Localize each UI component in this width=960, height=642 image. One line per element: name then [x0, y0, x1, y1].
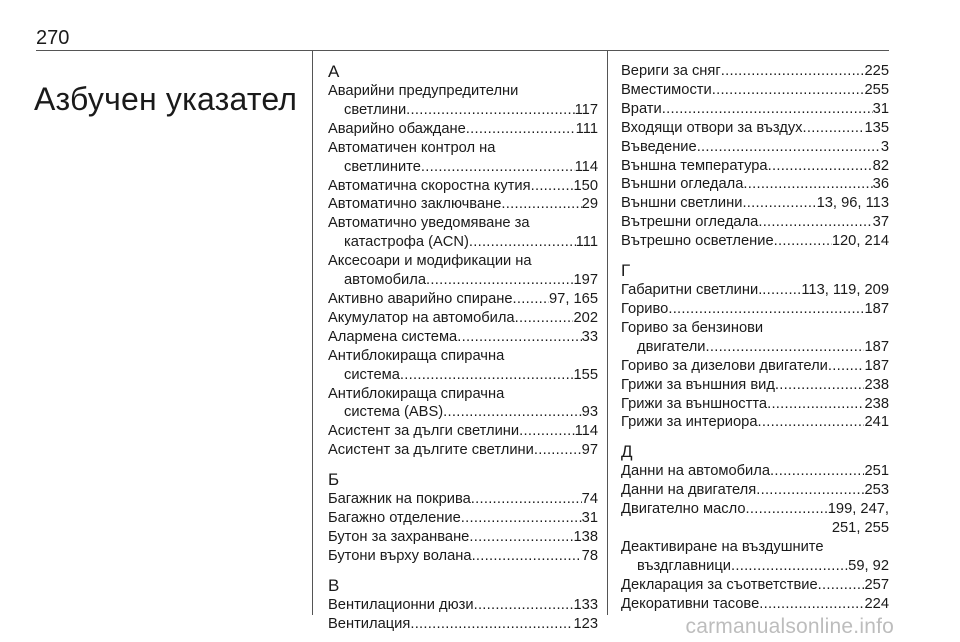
- entry-line: [621, 357, 889, 376]
- entry-line: [621, 595, 889, 614]
- section-letter: Г: [621, 261, 631, 281]
- page-reference[interactable]: 197: [573, 272, 598, 289]
- leader-dots: [721, 62, 865, 81]
- entry-line: [621, 62, 889, 81]
- leader-dots: [758, 413, 865, 432]
- entry-term: Асистент за дълги светлини: [328, 423, 520, 440]
- entry-line: Деактивиране на въздушните: [621, 538, 824, 555]
- page-reference[interactable]: 199, 247,: [827, 501, 889, 518]
- leader-dots: [770, 462, 865, 481]
- leader-dots: [712, 81, 865, 100]
- leader-dots: [443, 403, 582, 422]
- page-reference[interactable]: 251, 255: [831, 520, 889, 537]
- entry-term: Вътрешни огледала: [621, 214, 759, 231]
- entry-term: светлини: [344, 101, 407, 118]
- page-reference[interactable]: 13, 96, 113: [816, 195, 889, 212]
- leader-dots: [768, 157, 873, 176]
- leader-dots: [774, 232, 832, 251]
- entry-term: Гориво: [621, 300, 669, 317]
- entry-line: [328, 195, 598, 214]
- page-reference[interactable]: 31: [581, 510, 598, 527]
- index-entry[interactable]: [621, 81, 889, 100]
- page-reference[interactable]: 155: [573, 366, 598, 383]
- entry-line: [328, 490, 598, 509]
- page-reference[interactable]: 74: [581, 491, 598, 508]
- index-column-1: [328, 62, 598, 634]
- entry-line: Антиблокираща спирачна: [328, 347, 505, 364]
- leader-dots: [469, 528, 573, 547]
- entry-term: катастрофа (ACN): [344, 234, 469, 251]
- entry-line: [328, 528, 598, 547]
- index-entry[interactable]: [621, 281, 889, 300]
- leader-dots: [426, 271, 573, 290]
- index-entry[interactable]: [621, 100, 889, 119]
- entry-line: [621, 281, 889, 300]
- index-entry[interactable]: [621, 62, 889, 81]
- entry-line: [328, 290, 598, 309]
- entry-line: [621, 500, 889, 519]
- leader-dots: [746, 500, 828, 519]
- entry-term: Данни на автомобила: [621, 463, 770, 480]
- page-reference[interactable]: 82: [872, 157, 889, 174]
- entry-term: Автоматична скоростна кутия: [328, 177, 531, 194]
- column-divider: [607, 51, 608, 615]
- entry-term: светлините: [344, 158, 421, 175]
- entry-term: Двигателно масло: [621, 501, 746, 518]
- entry-line: [621, 81, 889, 100]
- leader-dots: [742, 194, 816, 213]
- entry-line: [328, 328, 598, 347]
- index-entry[interactable]: [621, 413, 889, 432]
- entry-line: [328, 271, 598, 290]
- entry-line: [621, 413, 889, 432]
- index-entry[interactable]: [621, 500, 889, 538]
- section-letter: В: [328, 575, 340, 595]
- entry-line: [328, 177, 598, 196]
- leader-dots: [410, 615, 573, 634]
- leader-dots: [471, 490, 582, 509]
- entry-line: [621, 576, 889, 595]
- leader-dots: [697, 138, 881, 157]
- index-entry[interactable]: [328, 195, 598, 214]
- leader-dots: [457, 328, 581, 347]
- leader-dots: [767, 395, 864, 414]
- entry-term: Бутон за захранване: [328, 528, 470, 545]
- entry-term: Вентилационни дюзи: [328, 596, 474, 613]
- leader-dots: [400, 366, 574, 385]
- entry-term: Вериги за сняг: [621, 63, 721, 79]
- section-letter: Д: [621, 442, 633, 462]
- page-reference[interactable]: 138: [573, 528, 598, 545]
- leader-dots: [501, 195, 581, 214]
- leader-dots: [469, 233, 576, 252]
- entry-line: [328, 158, 598, 177]
- index-entry[interactable]: [328, 385, 598, 423]
- entry-term: Грижи за интериора: [621, 414, 758, 431]
- leader-dots: [466, 120, 576, 139]
- entry-line: [328, 441, 598, 460]
- entry-line: [621, 395, 889, 414]
- entry-line: [328, 366, 598, 385]
- index-entry[interactable]: [328, 615, 598, 634]
- entry-line: [328, 309, 598, 328]
- entry-term: Външна температура: [621, 157, 768, 174]
- watermark: carmanualsonline.info: [685, 615, 894, 638]
- index-entry[interactable]: [621, 357, 889, 376]
- index-entry[interactable]: [328, 139, 598, 177]
- leader-dots: [705, 338, 864, 357]
- entry-line: [328, 547, 598, 566]
- page-reference[interactable]: 117: [574, 101, 598, 118]
- entry-line: [621, 138, 889, 157]
- index-entry[interactable]: [328, 422, 598, 441]
- entry-term: система: [344, 366, 400, 383]
- entry-term: Бутони върху волана: [328, 547, 472, 564]
- page-reference[interactable]: 37: [872, 214, 889, 231]
- entry-line: [328, 403, 598, 422]
- entry-term: двигатели: [637, 338, 706, 355]
- page-reference[interactable]: 133: [573, 596, 598, 613]
- entry-term: Аварийно обаждане: [328, 120, 466, 137]
- entry-term: Багажник на покрива: [328, 491, 471, 508]
- page-reference[interactable]: 36: [872, 176, 889, 193]
- page-reference[interactable]: 251: [864, 463, 889, 480]
- entry-term: Грижи за външността: [621, 395, 768, 412]
- index-entry[interactable]: [328, 509, 598, 528]
- index-title: Азбучен указател: [34, 81, 298, 118]
- index-entry[interactable]: [328, 547, 598, 566]
- page-reference[interactable]: 114: [574, 158, 598, 175]
- index-entry[interactable]: [328, 596, 598, 615]
- entry-term: Входящи отвори за въздух: [621, 119, 803, 136]
- index-entry[interactable]: [328, 309, 598, 328]
- entry-line: Аксесоари и модификации на: [328, 253, 532, 270]
- entry-line: [328, 422, 598, 441]
- section-letter: Б: [328, 470, 340, 490]
- entry-line: [621, 119, 889, 138]
- page-reference[interactable]: 111: [575, 120, 598, 137]
- entry-line: [328, 509, 598, 528]
- entry-line: [621, 300, 889, 319]
- index-entry[interactable]: [621, 395, 889, 414]
- page-reference[interactable]: 253: [864, 482, 889, 499]
- leader-dots: [668, 300, 864, 319]
- leader-dots: [474, 596, 574, 615]
- index-entry[interactable]: [621, 462, 889, 481]
- page-reference[interactable]: 241: [864, 414, 889, 431]
- index-entry[interactable]: [621, 175, 889, 194]
- page-reference[interactable]: 150: [573, 177, 598, 194]
- index-entry[interactable]: [621, 213, 889, 232]
- entry-term: Вътрешно осветление: [621, 233, 774, 250]
- header-rule: [36, 50, 889, 51]
- leader-dots: [803, 119, 865, 138]
- page-reference[interactable]: 59, 92: [848, 557, 889, 574]
- page-reference[interactable]: 113, 119, 209: [801, 282, 889, 299]
- leader-dots: [461, 509, 582, 528]
- index-entry[interactable]: [328, 214, 598, 252]
- leader-dots: [406, 101, 574, 120]
- index-entry[interactable]: [328, 177, 598, 196]
- index-entry[interactable]: [621, 319, 889, 357]
- leader-dots: [759, 595, 864, 614]
- entry-line: Антиблокираща спирачна: [328, 385, 505, 402]
- entry-term: Активно аварийно спиране: [328, 290, 513, 307]
- entry-line: Аварийни предупредителни: [328, 83, 519, 99]
- page-reference[interactable]: 97: [581, 442, 598, 459]
- entry-term: Грижи за външния вид: [621, 376, 775, 393]
- entry-term: Вентилация: [328, 615, 411, 632]
- page-number: 270: [36, 27, 70, 49]
- entry-term: Автоматично заключване: [328, 196, 502, 213]
- leader-dots: [472, 547, 582, 566]
- entry-term: Асистент за дългите светлини: [328, 442, 534, 459]
- page-reference[interactable]: 238: [864, 376, 889, 393]
- page-reference[interactable]: 120, 214: [831, 233, 889, 250]
- entry-line: [621, 557, 889, 576]
- index-column-2: [621, 62, 889, 614]
- page-reference[interactable]: 257: [864, 576, 889, 593]
- entry-line: [328, 233, 598, 252]
- entry-line: [621, 338, 889, 357]
- page-reference[interactable]: 187: [864, 357, 889, 374]
- entry-term: Декларация за съответствие: [621, 576, 818, 593]
- page-reference[interactable]: 78: [581, 547, 598, 564]
- entry-line: [328, 120, 598, 139]
- index-entry[interactable]: [621, 300, 889, 319]
- index-entry[interactable]: [621, 138, 889, 157]
- entry-line: [621, 213, 889, 232]
- leader-dots: [662, 100, 873, 119]
- page-reference[interactable]: 187: [864, 338, 889, 355]
- leader-dots: [515, 309, 574, 328]
- entry-line: [621, 376, 889, 395]
- index-entry[interactable]: [621, 576, 889, 595]
- entry-term: Багажно отделение: [328, 510, 461, 527]
- entry-line: [621, 481, 889, 500]
- entry-term: автомобила: [344, 272, 427, 289]
- index-entry[interactable]: [328, 347, 598, 385]
- index-entry[interactable]: [328, 528, 598, 547]
- entry-term: Вместимости: [621, 81, 712, 98]
- leader-dots: [513, 290, 549, 309]
- entry-term: Външни огледала: [621, 176, 744, 193]
- column-divider: [312, 51, 313, 615]
- entry-line: [621, 232, 889, 251]
- page-reference[interactable]: 3: [880, 138, 889, 155]
- leader-dots: [818, 576, 865, 595]
- index-entry[interactable]: [328, 441, 598, 460]
- leader-dots: [756, 481, 864, 500]
- entry-line: [621, 157, 889, 176]
- index-entry[interactable]: [328, 252, 598, 290]
- entry-line: [621, 519, 889, 538]
- page-reference[interactable]: 135: [864, 119, 889, 136]
- leader-dots: [534, 441, 582, 460]
- index-entry[interactable]: [621, 538, 889, 576]
- page-reference[interactable]: 31: [872, 100, 889, 117]
- index-entry[interactable]: [328, 82, 598, 120]
- entry-line: [621, 194, 889, 213]
- section-letter: А: [328, 62, 340, 81]
- index-entry[interactable]: [621, 194, 889, 213]
- leader-dots: [758, 213, 872, 232]
- entry-line: [621, 100, 889, 119]
- page-reference[interactable]: 224: [864, 595, 889, 612]
- entry-line: Автоматично уведомяване за: [328, 215, 530, 232]
- entry-term: система (ABS): [344, 404, 444, 421]
- leader-dots: [519, 422, 574, 441]
- index-entry[interactable]: [328, 490, 598, 509]
- index-entry[interactable]: [621, 481, 889, 500]
- leader-dots: [775, 376, 865, 395]
- entry-line: Гориво за бензинови: [621, 319, 764, 336]
- index-entry[interactable]: [328, 290, 598, 309]
- page-reference[interactable]: 225: [864, 63, 889, 79]
- leader-dots: [762, 281, 801, 300]
- entry-term: Въведение: [621, 138, 697, 155]
- entry-line: [328, 596, 598, 615]
- entry-line: [621, 462, 889, 481]
- leader-dots: [731, 557, 848, 576]
- index-entry[interactable]: [328, 328, 598, 347]
- leader-dots: [531, 177, 574, 196]
- entry-line: [328, 101, 598, 120]
- index-entry[interactable]: [328, 120, 598, 139]
- entry-line: Автоматичен контрол на: [328, 139, 496, 156]
- entry-line: [328, 615, 598, 634]
- leader-dots: [421, 158, 575, 177]
- entry-term: Данни на двигателя: [621, 482, 757, 499]
- page-reference[interactable]: 187: [864, 300, 889, 317]
- page-reference[interactable]: 114: [574, 423, 598, 440]
- page-reference[interactable]: 97, 165: [548, 290, 598, 307]
- page-reference[interactable]: 93: [581, 404, 598, 421]
- leader-dots: [743, 175, 872, 194]
- entry-term: Алармена система: [328, 328, 458, 345]
- entry-line: [621, 175, 889, 194]
- entry-term: Гориво за дизелови двигатели: [621, 357, 828, 374]
- page-reference[interactable]: 238: [864, 395, 889, 412]
- entry-term: Външни светлини: [621, 195, 743, 212]
- entry-term: въздглавници: [637, 557, 731, 574]
- page-reference[interactable]: 111: [575, 234, 598, 251]
- page-reference[interactable]: 29: [581, 196, 598, 213]
- page-reference[interactable]: 33: [581, 328, 598, 345]
- index-entry[interactable]: [621, 376, 889, 395]
- page-reference[interactable]: 255: [864, 81, 889, 98]
- entry-term: Акумулатор на автомобила: [328, 309, 515, 326]
- page-reference[interactable]: 123: [573, 615, 598, 632]
- page-reference[interactable]: 202: [573, 309, 598, 326]
- index-entry[interactable]: [621, 157, 889, 176]
- index-entry[interactable]: [621, 232, 889, 251]
- leader-dots: [828, 357, 865, 376]
- index-entry[interactable]: [621, 595, 889, 614]
- entry-term: Декоративни тасове: [621, 595, 760, 612]
- entry-term: Габаритни светлини.: [621, 282, 763, 299]
- entry-term: Врати: [621, 100, 662, 117]
- index-entry[interactable]: [621, 119, 889, 138]
